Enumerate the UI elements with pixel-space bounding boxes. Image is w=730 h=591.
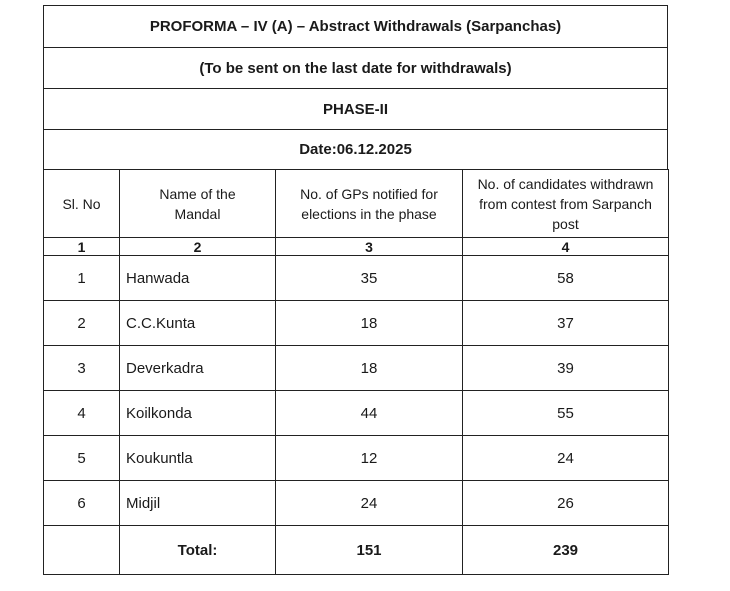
withdrawn-cell: 37: [463, 301, 669, 346]
gps-cell: 18: [276, 346, 463, 391]
document-title: PROFORMA – IV (A) – Abstract Withdrawals (Sarpanchas): [43, 5, 668, 47]
col-number: 1: [44, 238, 120, 256]
gps-cell: 44: [276, 391, 463, 436]
col-number: 3: [276, 238, 463, 256]
sl-no-cell: 1: [44, 256, 120, 301]
col-header-mandal: Name of the Mandal: [120, 170, 276, 238]
table-row: [44, 346, 669, 391]
total-gps: 151: [276, 526, 463, 575]
proforma-sheet: [43, 5, 668, 575]
sl-no-cell: 5: [44, 436, 120, 481]
phase-label: PHASE-II: [43, 88, 668, 129]
column-number-row: [44, 238, 669, 256]
col-header-withdrawn: No. of candidates withdrawn from contest from Sarpanch post: [463, 170, 669, 238]
withdrawn-cell: 58: [463, 256, 669, 301]
mandal-cell: Hanwada: [120, 256, 276, 301]
mandal-cell: C.C.Kunta: [120, 301, 276, 346]
col-number: 4: [463, 238, 669, 256]
sl-no-cell: 3: [44, 346, 120, 391]
document-subtitle: (To be sent on the last date for withdrawals): [43, 47, 668, 88]
withdrawn-cell: 55: [463, 391, 669, 436]
total-empty-cell: [44, 526, 120, 575]
col-number: 2: [120, 238, 276, 256]
gps-cell: 18: [276, 301, 463, 346]
withdrawn-cell: 39: [463, 346, 669, 391]
withdrawn-cell: 24: [463, 436, 669, 481]
col-header-gps: No. of GPs notified for elections in the phase: [276, 170, 463, 238]
table-row: [44, 481, 669, 526]
table-row: [44, 436, 669, 481]
total-row: [44, 526, 669, 575]
withdrawals-table: [43, 169, 669, 575]
gps-cell: 35: [276, 256, 463, 301]
gps-cell: 12: [276, 436, 463, 481]
sl-no-cell: 6: [44, 481, 120, 526]
header-row: [44, 170, 669, 238]
total-withdrawn: 239: [463, 526, 669, 575]
mandal-cell: Koukuntla: [120, 436, 276, 481]
gps-cell: 24: [276, 481, 463, 526]
table-row: [44, 391, 669, 436]
date-label: Date:06.12.2025: [43, 129, 668, 169]
mandal-cell: Midjil: [120, 481, 276, 526]
mandal-cell: Koilkonda: [120, 391, 276, 436]
withdrawn-cell: 26: [463, 481, 669, 526]
table-row: [44, 256, 669, 301]
sl-no-cell: 4: [44, 391, 120, 436]
total-label: Total:: [120, 526, 276, 575]
mandal-cell: Deverkadra: [120, 346, 276, 391]
table-row: [44, 301, 669, 346]
col-header-sl-no: Sl. No: [44, 170, 120, 238]
sl-no-cell: 2: [44, 301, 120, 346]
